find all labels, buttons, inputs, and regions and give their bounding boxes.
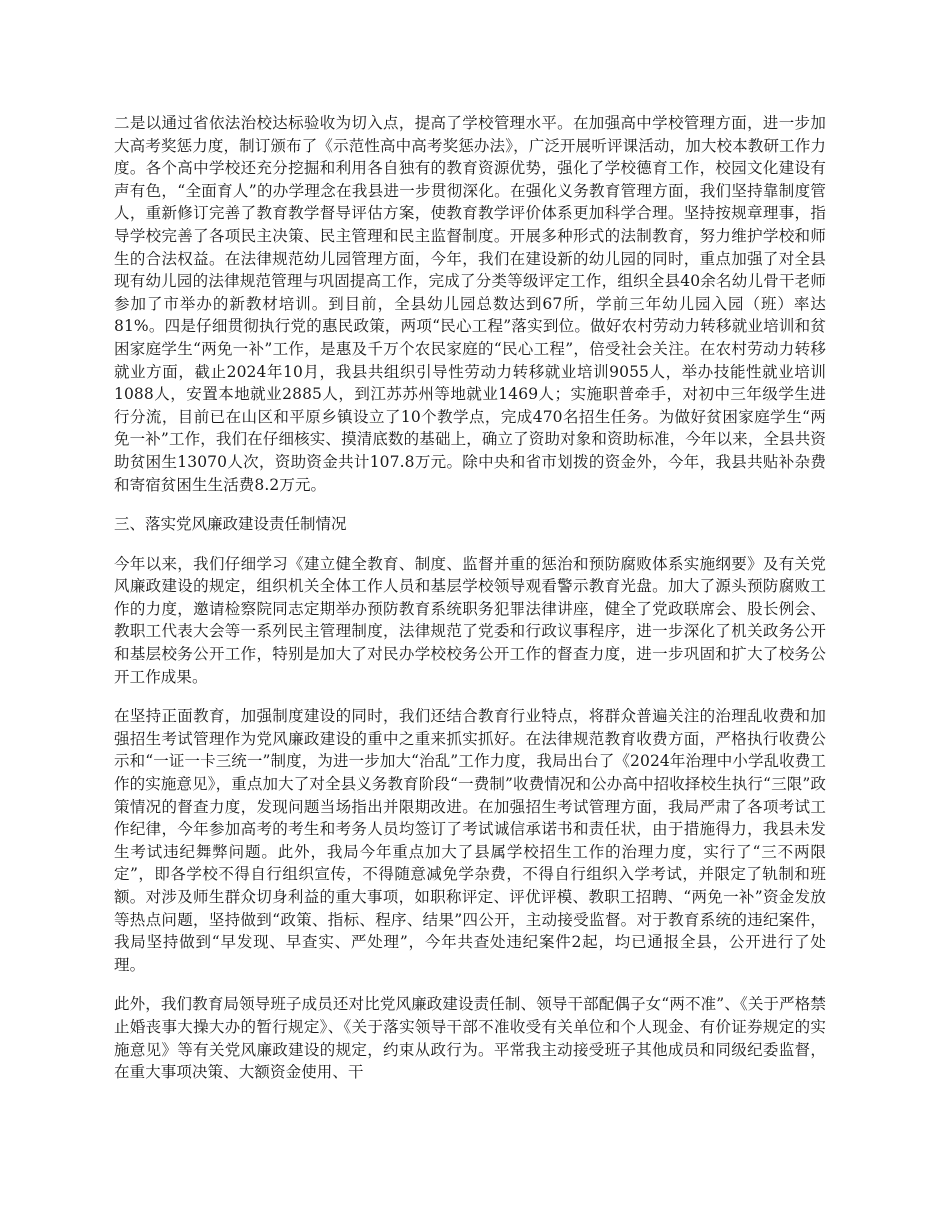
paragraph-leadership-supervision: 此外，我们教育局领导班子成员还对比党风廉政建设责任制、领导干部配偶子女“两不准”、《关于严格禁止婚丧事大操大办的暂行规定》、《关于落实领导干部不准收受有关单位和个人现金、有价证券规定的实施意见》等有关党风廉政建设的规定，约束从政行为。平常我主动接受班子其他成员和同级纪委监督，在重大事项决策、大额资金使用、干 [114, 995, 826, 1082]
paragraph-school-management: 二是以通过省依法治校达标验收为切入点，提高了学校管理水平。在加强高中学校管理方面，进一步加大高考奖惩力度，制订颁布了《示范性高中高考奖惩办法》，广泛开展听评课活动，加大校本教研工作力度。各个高中学校还充分挖掘和利用各自独有的教育资源优势，强化了学校德育工作，校园文化建设有声有色，“全面育人”的办学理念在我县进一步贯彻深化。在强化义务教育管理方面，我们坚持靠制度管人，重新修订完善了教育教学督导评估方案，使教育教学评价体系更加科学合理。坚持按规章理事，指导学校完善了各项民主决策、民主管理和民主监督制度。开展多种形式的法制教育，努力维护学校和师生的合法权益。在法律规范幼儿园管理方面，今年，我们在建设新的幼儿园的同时，重点加强了对全县现有幼儿园的法律规范管理与巩固提高工作，完成了分类等级评定工作，组织全县40余名幼儿骨干老师参加了市举办的新教材培训。到目前，全县幼儿园总数达到67所，学前三年幼儿园入园（班）率达81%。四是仔细贯彻执行党的惠民政策，两项“民心工程”落实到位。做好农村劳动力转移就业培训和贫困家庭学生“两免一补”工作，是惠及千万个农民家庭的“民心工程”，倍受社会关注。在农村劳动力转移就业方面，截止2024年10月，我县共组织引导性劳动力转移就业培训9055人，举办技能性就业培训1088人，安置本地就业2885人，到江苏苏州等地就业1469人；实施职普牵手，对初中三年级学生进行分流，目前已在山区和平原乡镇设立了10个教学点，完成470名招生任务。为做好贫困家庭学生“两免一补”工作，我们在仔细核实、摸清底数的基础上，确立了资助对象和资助标准，今年以来，全县共资助贫困生13070人次，资助资金共计107.8万元。除中央和省市划拨的资金外，今年，我县共贴补杂费和寄宿贫困生生活费8.2万元。 [114, 114, 826, 494]
paragraph-fee-and-exam-management: 在坚持正面教育，加强制度建设的同时，我们还结合教育行业特点，将群众普遍关注的治理乱收费和加强招生考试管理作为党风廉政建设的重中之重来抓实抓好。在法律规范教育收费方面，严格执行收费公示和“一证一卡三统一”制度，为进一步加大“治乱”工作力度，我局出台了《2024年治理中小学乱收费工作的实施意见》，重点加大了对全县义务教育阶段“一费制”收费情况和公办高中招收择校生执行“三限”政策情况的督查力度，发现问题当场指出并限期改进。在加强招生考试管理方面，我局严肃了各项考试工作纪律，今年参加高考的考生和考务人员均签订了考试诚信承诺书和责任状，由于措施得力，我县未发生考试违纪舞弊问题。此外，我局今年重点加大了县属学校招生工作的治理力度，实行了“三不两限定”，即各学校不得自行组织宣传，不得随意减免学杂费，不得自行组织入学考试，并限定了轨制和班额。对涉及师生群众切身利益的重大事项，如职称评定、评优评模、教职工招聘、“两免一补”资金发放等热点问题，坚持做到“政策、指标、程序、结果”四公开，主动接受监督。对于教育系统的违纪案件，我局坚持做到“早发现、早查实、严处理”，今年共查处违纪案件2起，均已通报全县，公开进行了处理。 [114, 707, 826, 974]
paragraph-anticorruption-study: 今年以来，我们仔细学习《建立健全教育、制度、监督并重的惩治和预防腐败体系实施纲要》及有关党风廉政建设的规定，组织机关全体工作人员和基层学校领导观看警示教育光盘。加大了源头预防腐败工作的力度，邀请检察院同志定期举办预防教育系统职务犯罪法律讲座，健全了党政联席会、股长例会、教职工代表大会等一系列民主管理制度，法律规范了党委和行政议事程序，进一步深化了机关政务公开和基层校务公开工作，特别是加大了对民办学校校务公开工作的督查力度，进一步巩固和扩大了校务公开工作成果。 [114, 554, 826, 686]
section-heading-anticorruption: 三、落实党风廉政建设责任制情况 [114, 515, 347, 534]
